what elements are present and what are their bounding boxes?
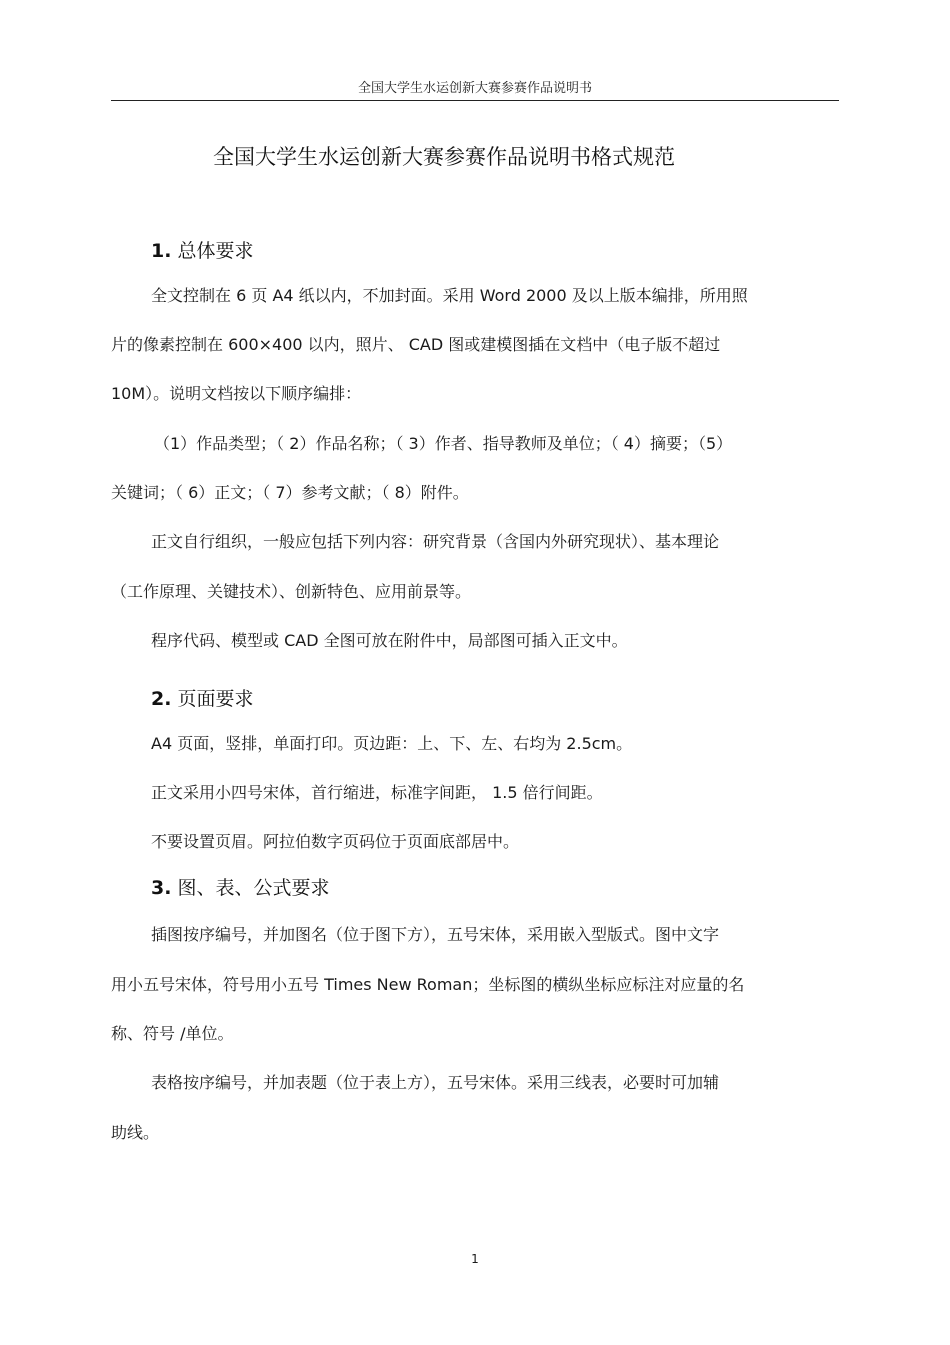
document-title: 全国大学生水运创新大赛参赛作品说明书格式规范 [213,145,675,169]
paragraph-line: 表格按序编号，并加表题（位于表上方），五号宋体。采用三线表，必要时可加辅 [151,1073,720,1092]
paragraph-line: 用小五号宋体，符号用小五号 Times New Roman；坐标图的横纵坐标应标注对应量的名 [111,975,745,994]
paragraph-line: 助线。 [111,1123,160,1142]
paragraph-line: 关键词；（ 6）正文；（ 7）参考文献；（ 8）附件。 [111,483,469,502]
paragraph-line: 正文采用小四号宋体，首行缩进，标准字间距， 1.5 倍行间距。 [151,783,603,802]
paragraph-line: 程序代码、模型或 CAD 全图可放在附件中，局部图可插入正文中。 [151,631,628,650]
paragraph-line: 不要设置页眉。阿拉伯数字页码位于页面底部居中。 [151,832,520,851]
paragraph-line: 片的像素控制在 600×400 以内，照片、 CAD 图或建模图插在文档中（电子版不超过 [111,335,721,354]
header-divider [111,100,839,101]
section-heading [151,877,329,899]
paragraph-line: 称、符号 /单位。 [111,1024,234,1043]
section-number: 2. [151,688,172,710]
section-number: 3. [151,877,172,899]
section-number: 1. [151,240,172,262]
section-title: 图、表、公式要求 [177,877,330,899]
section-heading [151,688,253,710]
section-heading [151,240,253,262]
paragraph-line: （工作原理、关键技术）、创新特色、应用前景等。 [111,582,472,601]
paragraph-line: （1）作品类型；（ 2）作品名称；（ 3）作者、指导教师及单位；（ 4）摘要；（5） [154,434,733,453]
section-title: 页面要求 [177,688,254,710]
running-header: 全国大学生水运创新大赛参赛作品说明书 [357,81,592,96]
paragraph-line: 全文控制在 6 页 A4 纸以内，不加封面。采用 Word 2000 及以上版本编排，所用照 [151,286,748,305]
paragraph-line: A4 页面，竖排，单面打印。页边距：上、下、左、右均为 2.5cm。 [151,734,633,753]
section-title: 总体要求 [177,240,254,262]
paragraph-line: 插图按序编号，并加图名（位于图下方），五号宋体，采用嵌入型版式。图中文字 [151,925,720,944]
paragraph-line: 正文自行组织，一般应包括下列内容：研究背景（含国内外研究现状）、基本理论 [151,532,720,551]
page-number: 1 [471,1252,479,1266]
paragraph-line: 10M）。说明文档按以下顺序编排： [111,384,362,403]
